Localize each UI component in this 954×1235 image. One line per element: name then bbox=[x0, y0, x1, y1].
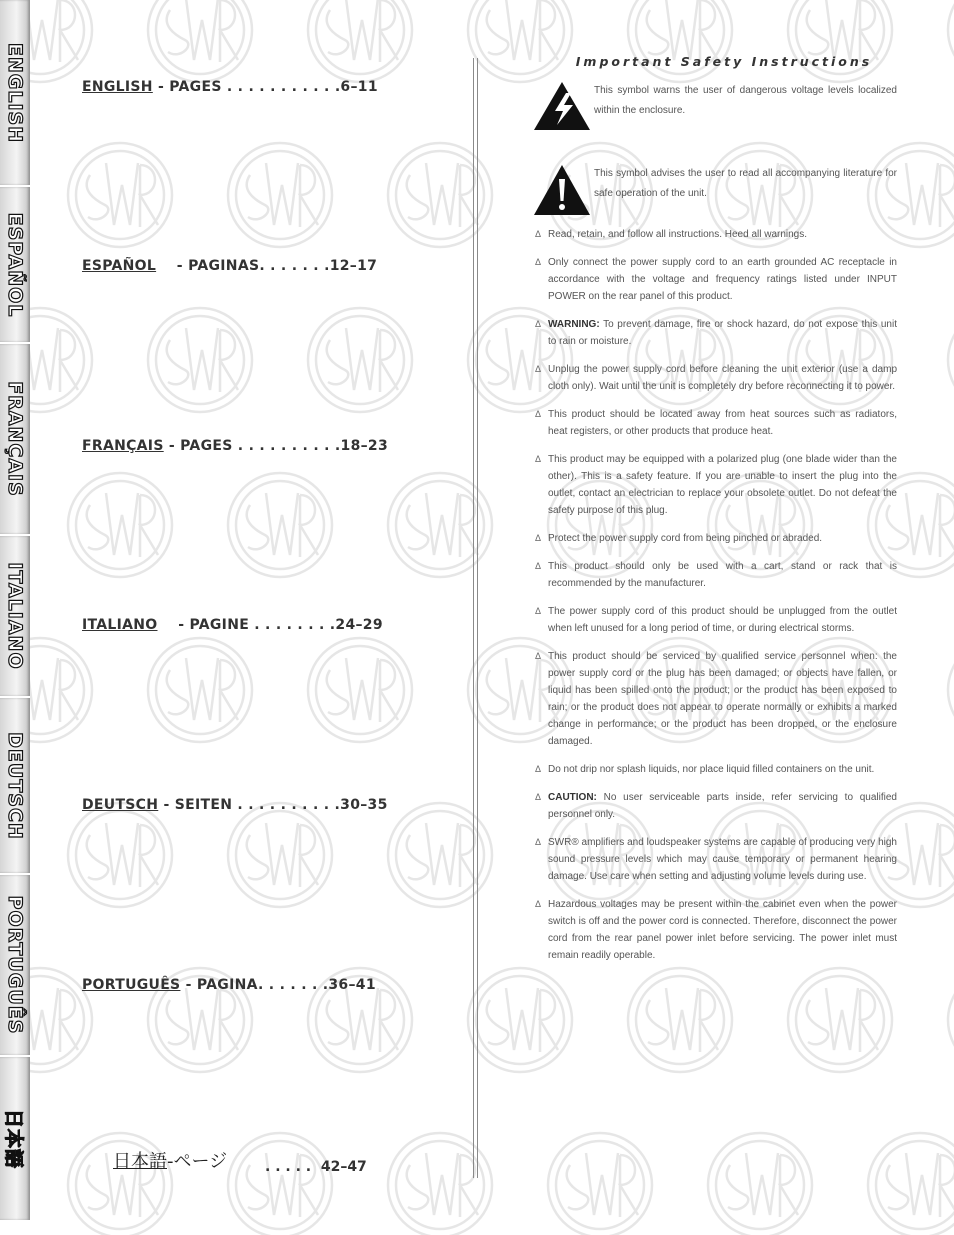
watermark-logo bbox=[948, 968, 954, 1072]
watermark-logo bbox=[948, 0, 954, 82]
delta-bullet-icon: Δ bbox=[535, 764, 542, 774]
tab-italiano[interactable] bbox=[0, 536, 30, 698]
watermark-logo bbox=[148, 308, 252, 412]
safety-item-label: WARNING: bbox=[548, 319, 600, 330]
language-tabs bbox=[0, 0, 32, 1220]
safety-item bbox=[533, 789, 897, 823]
lightning-warning-icon bbox=[533, 81, 591, 131]
safety-item-text: This product should only be used with a cart, stand or rack that is recommended by the manufacturer. bbox=[548, 561, 897, 589]
toc-pages: - PAGINAS. . . . . . .12–17 bbox=[156, 258, 378, 274]
delta-bullet-icon: Δ bbox=[535, 319, 542, 329]
safety-item-text: This product should be located away from heat sources such as radiators, heat registers, or other products that produce heat. bbox=[548, 409, 897, 437]
watermark-logo bbox=[308, 0, 412, 82]
watermark-logo bbox=[68, 473, 172, 577]
delta-bullet-icon: Δ bbox=[535, 257, 542, 267]
watermark-logo bbox=[228, 1133, 332, 1235]
tab-deutsch[interactable] bbox=[0, 698, 30, 875]
safety-item bbox=[533, 648, 897, 750]
safety-item-text: To prevent damage, fire or shock hazard, do not expose this unit to rain or moisture. bbox=[548, 319, 897, 347]
tab-espanol[interactable] bbox=[0, 187, 30, 344]
tab-label: PORTUGUÊS bbox=[4, 895, 26, 1035]
toc-pages: - PAGES . . . . . . . . . . .6–11 bbox=[152, 79, 378, 95]
toc-pages: - PAGINE . . . . . . . .24–29 bbox=[157, 617, 383, 633]
safety-title: Important Safety Instructions bbox=[575, 54, 873, 69]
safety-item bbox=[533, 254, 897, 305]
tab-english[interactable] bbox=[0, 0, 30, 187]
watermark-logo bbox=[68, 143, 172, 247]
delta-bullet-icon: Δ bbox=[535, 606, 542, 616]
delta-bullet-icon: Δ bbox=[535, 792, 542, 802]
safety-item-label: CAUTION: bbox=[548, 792, 597, 803]
column-divider bbox=[477, 58, 478, 1178]
column-divider bbox=[473, 58, 474, 1178]
tab-portugues[interactable] bbox=[0, 875, 30, 1057]
watermark-logo bbox=[868, 1133, 954, 1235]
tab-label: ITALIANO bbox=[4, 562, 26, 670]
delta-bullet-icon: Δ bbox=[535, 651, 542, 661]
watermark-logo bbox=[228, 473, 332, 577]
toc-pages-label: -ページ bbox=[167, 1151, 228, 1172]
watermark-logo bbox=[68, 803, 172, 907]
safety-item bbox=[533, 226, 897, 243]
toc-language-name: DEUTSCH bbox=[82, 797, 159, 813]
safety-item bbox=[533, 761, 897, 778]
safety-item-text: The power supply cord of this product should be unplugged from the outlet when left unused for a long period of time, or during electrical storms. bbox=[548, 606, 897, 634]
watermark-logo bbox=[148, 0, 252, 82]
safety-item-text: Do not drip nor splash liquids, nor place liquid filled containers on the unit. bbox=[548, 764, 875, 775]
watermark-logo bbox=[308, 308, 412, 412]
toc-language-name: ESPAÑOL bbox=[82, 258, 157, 274]
safety-item-text: This product should be serviced by qualified service personnel when: the power supply cord or the plug has been damaged; or objects have fallen, or liquid has been spilled onto the product; or the product has been exposed to rain; or the product does not appear to operate normally or exhibits a marked change in performance; or the product has been dropped, or the enclosure damaged. bbox=[548, 651, 897, 747]
watermark-logo bbox=[308, 638, 412, 742]
safety-item-text: Read, retain, and follow all instructions. Heed all warnings. bbox=[548, 229, 808, 240]
toc-japanese[interactable] bbox=[113, 1147, 227, 1173]
exclamation-warning-icon bbox=[533, 164, 591, 216]
toc-english[interactable] bbox=[82, 79, 378, 95]
delta-bullet-icon: Δ bbox=[535, 229, 542, 239]
toc-pages: - SEITEN . . . . . . . . . .30–35 bbox=[158, 797, 388, 813]
safety-item-text: This product may be equipped with a polarized plug (one blade wider than the other). This is a safety feature. If you are unable to insert the plug into the outlet, contact an electrician to replace your obsolete outlet. Do not defeat the safety purpose of this plug. bbox=[548, 454, 897, 516]
safety-item-text: No user serviceable parts inside, refer servicing to qualified personnel only. bbox=[548, 792, 897, 820]
literature-symbol-note bbox=[533, 164, 897, 216]
toc-japanese-pages: . . . . . 42–47 bbox=[265, 1159, 367, 1175]
delta-bullet-icon: Δ bbox=[535, 409, 542, 419]
watermark-logo bbox=[948, 308, 954, 412]
delta-bullet-icon: Δ bbox=[535, 899, 542, 909]
safety-item-text: Unplug the power supply cord before cleaning the unit exterior (use a damp cloth only). Wait until the unit is completely dry before reconnecting it to power. bbox=[548, 364, 897, 392]
toc-language-name: PORTUGUÊS bbox=[82, 977, 181, 993]
watermark-logo bbox=[948, 638, 954, 742]
voltage-symbol-note bbox=[533, 81, 897, 131]
safety-item bbox=[533, 558, 897, 592]
safety-item bbox=[533, 316, 897, 350]
safety-item bbox=[533, 896, 897, 964]
tab-japanese[interactable] bbox=[0, 1057, 30, 1222]
safety-item bbox=[533, 834, 897, 885]
toc-espanol[interactable] bbox=[82, 258, 377, 274]
watermark-logo bbox=[468, 968, 572, 1072]
toc-italiano[interactable] bbox=[82, 617, 383, 633]
toc-language-name: FRANÇAIS bbox=[82, 438, 164, 454]
safety-item bbox=[533, 530, 897, 547]
delta-bullet-icon: Δ bbox=[535, 561, 542, 571]
tab-label: ENGLISH bbox=[4, 42, 26, 143]
delta-bullet-icon: Δ bbox=[535, 364, 542, 374]
toc-deutsch[interactable] bbox=[82, 797, 388, 813]
watermark-logo bbox=[788, 968, 892, 1072]
safety-item-text: SWR® amplifiers and loudspeaker systems are capable of producing very high sound pressure levels which may cause temporary or permanent hearing damage. Use care when setting and adjusting volume levels during use. bbox=[548, 837, 897, 882]
watermark-logo bbox=[708, 1133, 812, 1235]
watermark-logo bbox=[228, 143, 332, 247]
safety-item bbox=[533, 451, 897, 519]
toc-pages: - PAGES . . . . . . . . . .18–23 bbox=[163, 438, 388, 454]
safety-item bbox=[533, 406, 897, 440]
toc-portugues[interactable] bbox=[82, 977, 376, 993]
tab-label: DEUTSCH bbox=[4, 731, 26, 840]
delta-bullet-icon: Δ bbox=[535, 454, 542, 464]
tab-label: 日本語 bbox=[2, 1108, 25, 1169]
safety-bullet-list bbox=[533, 226, 897, 964]
tab-label: ESPAÑOL bbox=[4, 212, 26, 317]
toc-language-name: ENGLISH bbox=[82, 79, 153, 95]
tab-francais[interactable] bbox=[0, 344, 30, 536]
safety-item-text: Hazardous voltages may be present within the cabinet even when the power switch is off and the power cord is connected. Therefore, disconnect the power cord from the rear panel power inlet before servicing. The power inlet must remain readily operable. bbox=[548, 899, 897, 961]
voltage-symbol-text: This symbol warns the user of dangerous voltage levels localized within the enclosure. bbox=[594, 85, 897, 116]
watermark-logo bbox=[628, 968, 732, 1072]
toc-francais[interactable] bbox=[82, 438, 388, 454]
toc-language-name: ITALIANO bbox=[82, 617, 158, 633]
watermark-logo bbox=[148, 638, 252, 742]
literature-symbol-text: This symbol advises the user to read all accompanying literature for safe operation of the unit. bbox=[594, 168, 897, 199]
toc-pages: - PAGINA. . . . . . .36–41 bbox=[180, 977, 376, 993]
watermark-logo bbox=[548, 1133, 652, 1235]
toc-language-name: 日本語 bbox=[113, 1151, 167, 1172]
safety-item-text: Protect the power supply cord from being pinched or abraded. bbox=[548, 533, 823, 544]
safety-instructions bbox=[533, 54, 897, 975]
safety-item bbox=[533, 361, 897, 395]
safety-item-text: Only connect the power supply cord to an earth grounded AC receptacle in accordance with the voltage and frequency ratings listed under INPUT POWER on the rear panel of this product. bbox=[548, 257, 897, 302]
watermark-logo bbox=[228, 803, 332, 907]
delta-bullet-icon: Δ bbox=[535, 533, 542, 543]
tab-label: FRANÇAIS bbox=[4, 381, 26, 497]
delta-bullet-icon: Δ bbox=[535, 837, 542, 847]
safety-item bbox=[533, 603, 897, 637]
